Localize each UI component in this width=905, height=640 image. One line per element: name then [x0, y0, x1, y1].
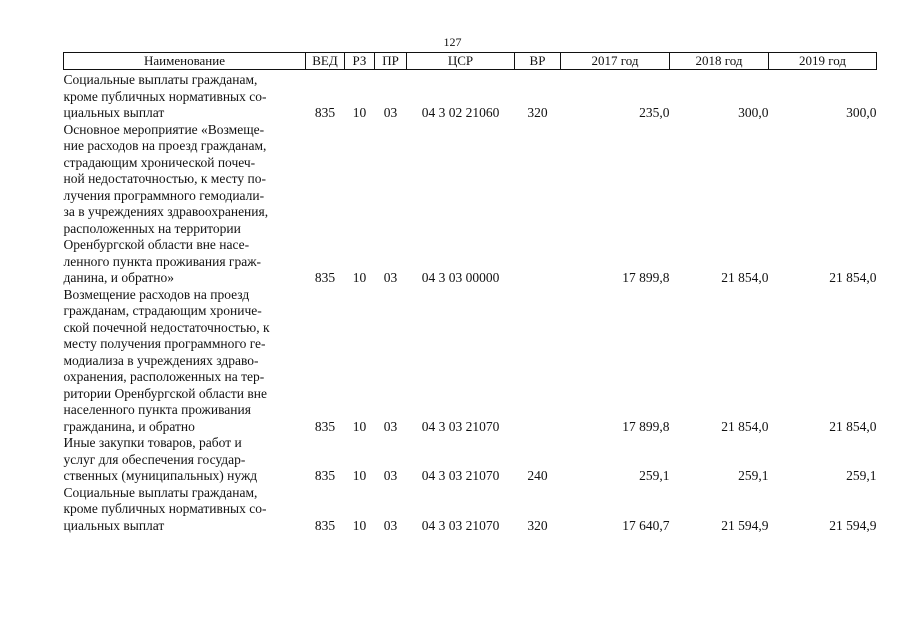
row-name-line: ской почечной недостаточностью, к [63, 319, 270, 335]
header-2019: 2019 год [769, 53, 877, 70]
table-row [64, 70, 877, 122]
table-row [64, 485, 877, 535]
row-name [64, 435, 306, 485]
cell-2017: 17 899,8 [622, 418, 670, 434]
cell-ved: 835 [314, 105, 336, 120]
row-name-line: Оренбургской области вне насе- [63, 237, 250, 252]
table-header-row [64, 53, 877, 70]
row-name-line: населенного пункта проживания [63, 402, 251, 417]
cell-csr: 04 3 02 21060 [421, 105, 500, 120]
row-name-line: страдающим хронической почеч- [63, 154, 256, 170]
cell-2018: 259,1 [738, 468, 769, 483]
row-name-line: ние расходов на проезд гражданам, [63, 138, 267, 153]
cell-2019: 259,1 [846, 468, 877, 483]
row-name-line: гражданам, страдающим хрониче- [63, 303, 262, 318]
cell-2018: 300,0 [738, 105, 769, 120]
cell-vr: 320 [527, 105, 548, 120]
header-csr: ЦСР [407, 53, 515, 70]
cell-vr [515, 122, 561, 287]
cell-2018: 21 854,0 [721, 270, 769, 285]
cell-ved: 835 [314, 468, 336, 483]
cell-csr: 04 3 03 21070 [421, 418, 500, 434]
cell-rz: 10 [352, 105, 367, 120]
cell-2019: 21 594,9 [829, 517, 877, 533]
row-name [64, 122, 306, 287]
row-name [64, 70, 306, 122]
cell-ved: 835 [314, 517, 336, 533]
cell-2017: 17 899,8 [622, 270, 670, 285]
cell-2017: 235,0 [639, 105, 670, 120]
cell-ved: 835 [314, 270, 336, 285]
cell-csr: 04 3 03 21070 [421, 468, 500, 483]
header-pr: ПР [375, 53, 407, 70]
row-name-line: расположенных на территории [63, 220, 241, 236]
header-name: Наименование [64, 53, 306, 70]
cell-pr: 03 [383, 418, 398, 434]
cell-vr: 240 [527, 468, 548, 483]
row-name-line: Социальные выплаты гражданам, [63, 72, 258, 87]
row-name-line: данина, и обратно» [63, 270, 175, 285]
cell-vr: 320 [527, 517, 548, 533]
row-name-line: модиализа в учреждениях здраво- [63, 352, 259, 368]
table-row [64, 122, 877, 287]
row-name-line: охранения, расположенных на тер- [63, 369, 265, 384]
cell-pr: 03 [383, 468, 398, 483]
cell-pr: 03 [383, 105, 398, 120]
row-name-line: циальных выплат [63, 105, 165, 120]
row-name-line: ленного пункта проживания граж- [63, 253, 262, 269]
cell-2019: 21 854,0 [829, 270, 877, 285]
row-name-line: Возмещение расходов на проезд [63, 286, 250, 302]
header-2018: 2018 год [670, 53, 769, 70]
table-row [64, 287, 877, 436]
cell-2017: 259,1 [639, 468, 670, 483]
cell-2017: 17 640,7 [622, 517, 670, 533]
header-ved: ВЕД [306, 53, 345, 70]
row-name [64, 287, 306, 436]
cell-ved: 835 [314, 418, 336, 434]
row-name-line: лучения программного гемодиали- [63, 187, 265, 203]
cell-csr: 04 3 03 00000 [421, 270, 500, 285]
cell-rz: 10 [352, 468, 367, 483]
budget-table [63, 52, 877, 534]
cell-csr: 04 3 03 21070 [421, 517, 500, 533]
header-rz: РЗ [345, 53, 375, 70]
row-name-line: гражданина, и обратно [63, 418, 195, 434]
row-name-line: ной недостаточностью, к месту по- [63, 171, 266, 186]
row-name-line: кроме публичных нормативных со- [63, 501, 267, 516]
page-number: 127 [443, 35, 462, 49]
row-name-line: ственных (муниципальных) нужд [63, 468, 258, 483]
cell-rz: 10 [352, 270, 367, 285]
cell-2019: 300,0 [846, 105, 877, 120]
row-name-line: Основное мероприятие «Возмеще- [63, 121, 265, 137]
cell-rz: 10 [352, 517, 367, 533]
cell-pr: 03 [383, 270, 398, 285]
cell-2018: 21 594,9 [721, 517, 769, 533]
row-name-line: услуг для обеспечения государ- [63, 451, 246, 467]
row-name-line: за в учреждениях здравоохранения, [63, 204, 269, 219]
row-name-line: циальных выплат [63, 517, 165, 533]
row-name-line: ритории Оренбургской области вне [63, 385, 267, 401]
row-name-line: Иные закупки товаров, работ и [63, 435, 242, 450]
cell-vr [515, 287, 561, 436]
row-name [64, 485, 306, 535]
cell-2018: 21 854,0 [721, 418, 769, 434]
row-name-line: месту получения программного ге- [63, 336, 266, 351]
row-name-line: кроме публичных нормативных со- [63, 88, 267, 104]
header-vr: ВР [515, 53, 561, 70]
table-row [64, 435, 877, 485]
cell-pr: 03 [383, 517, 398, 533]
cell-rz: 10 [352, 418, 367, 434]
cell-2019: 21 854,0 [829, 418, 877, 434]
header-2017: 2017 год [561, 53, 670, 70]
row-name-line: Социальные выплаты гражданам, [63, 484, 258, 500]
